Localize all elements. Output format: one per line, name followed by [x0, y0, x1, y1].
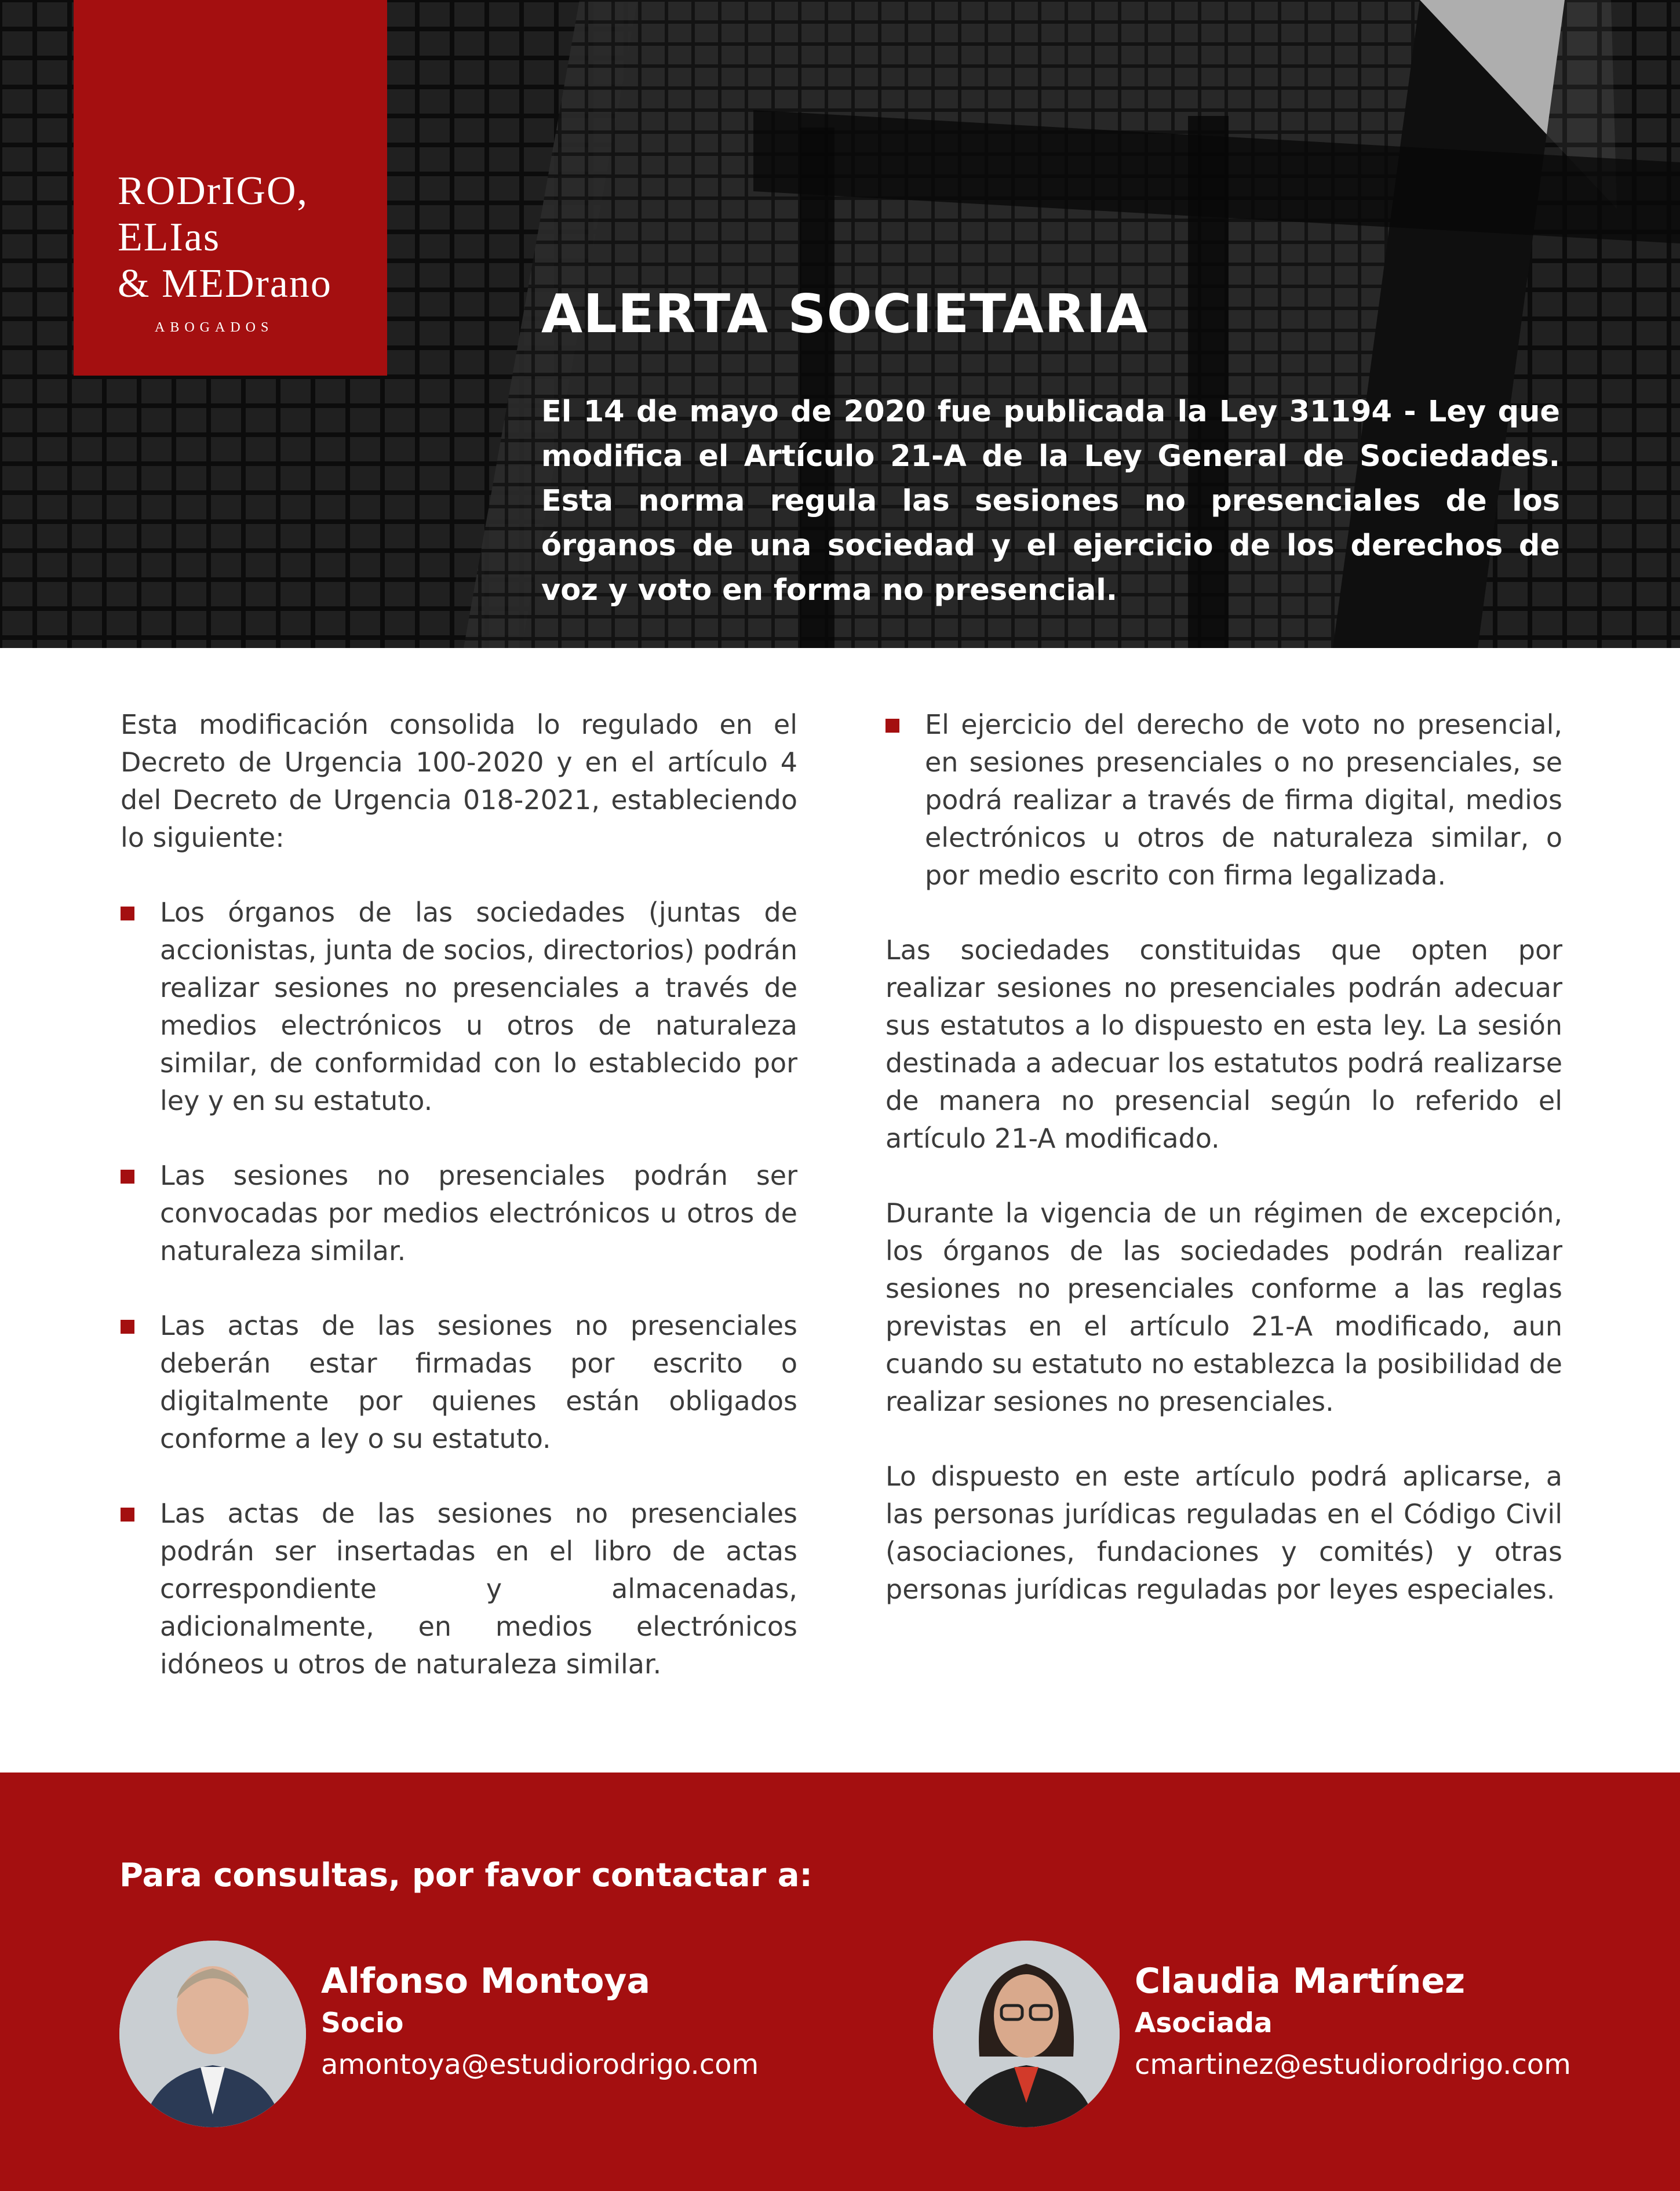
person-photo-icon: [119, 1941, 306, 2127]
list-item-text: El ejercicio del derecho de voto no presencial, en sesiones presenciales o no presenciales, se podrá realizar a través de firma digital, medios electrónicos u otros de naturaleza similar, o por medio escrito con firma legalizada.: [925, 709, 1562, 891]
bullet-list: [121, 894, 797, 1683]
firm-logo: [74, 0, 387, 376]
avatar: [119, 1941, 306, 2127]
body-paragraph: Durante la vigencia de un régimen de excepción, los órganos de las sociedades podrán realizar sesiones no presenciales conforme a las reglas previstas en el artículo 21-A modificado, aun cuando su estatuto no establezca la posibilidad de realizar sesiones no presenciales.: [885, 1198, 1562, 1417]
contact-heading: Para consultas, por favor contactar a:: [119, 1857, 812, 1894]
contact-name: Alfonso Montoya: [321, 1961, 651, 2001]
bullet-square-icon: [121, 1320, 134, 1334]
list-item: [121, 1307, 797, 1458]
bullet-square-icon: [121, 907, 134, 920]
list-item-text: Las actas de las sesiones no presenciales podrán ser insertadas en el libro de actas correspondiente y almacenadas, adicionalmente, en medios electrónicos idóneos u otros de naturaleza similar.: [160, 1498, 797, 1680]
contact-name: Claudia Martínez: [1135, 1961, 1466, 2001]
logo-line-2: ELIas: [118, 215, 221, 260]
logo-line-1: RODrIGO,: [118, 169, 309, 213]
body-paragraph: Las sociedades constituidas que opten por realizar sesiones no presenciales podrán adecuar sus estatutos a lo dispuesto en esta ley. La sesión destinada a adecuar los estatutos podrá realizarse de manera no presencial según lo referido el artículo 21-A modificado.: [885, 934, 1562, 1154]
bullet-square-icon: [121, 1508, 134, 1522]
list-item: [121, 894, 797, 1120]
contact-email-link[interactable]: cmartinez@estudiorodrigo.com: [1135, 2048, 1571, 2081]
right-column: [885, 706, 1562, 1608]
hero-lead: El 14 de mayo de 2020 fue publicada la Ley 31194 - Ley que modifica el Artículo 21-A de la Ley General de Sociedades. Esta norma regula las sesiones no presenciales de los órganos de una sociedad y el ejercicio de los derechos de voz y voto en forma no presencial.: [541, 395, 1560, 607]
list-item: [885, 706, 1562, 894]
left-column: [121, 706, 797, 1683]
contact-role: Socio: [321, 2007, 404, 2039]
page-title: ALERTA SOCIETARIA: [541, 283, 1149, 345]
body-paragraph: Lo dispuesto en este artículo podrá aplicarse, a las personas jurídicas reguladas en el Código Civil (asociaciones, fundaciones y comités) y otras personas jurídicas reguladas por leyes especiales.: [885, 1461, 1562, 1605]
avatar: [933, 1941, 1120, 2127]
hero-banner: [0, 0, 1680, 648]
list-item-text: Las sesiones no presenciales podrán ser convocadas por medios electrónicos u otros de naturaleza similar.: [160, 1160, 797, 1266]
bullet-square-icon: [885, 719, 899, 733]
list-item-text: Las actas de las sesiones no presenciales deberán estar firmadas por escrito o digitalmente por quienes están obligados conforme a ley o su estatuto.: [160, 1310, 797, 1454]
contact-footer: [0, 1773, 1680, 2191]
contact-role: Asociada: [1135, 2007, 1273, 2039]
person-photo-icon: [933, 1941, 1120, 2127]
bullet-square-icon: [121, 1170, 134, 1184]
contact-email-link[interactable]: amontoya@estudiorodrigo.com: [321, 2048, 759, 2081]
bullet-list: [885, 706, 1562, 894]
list-item: [121, 1495, 797, 1683]
list-item-text: Los órganos de las sociedades (juntas de accionistas, junta de socios, directorios) podrán realizar sesiones no presenciales a través de medios electrónicos u otros de naturaleza similar, de conformidad con lo establecido por ley y en su estatuto.: [160, 897, 797, 1116]
list-item: [121, 1157, 797, 1270]
logo-line-3: & MEDrano: [118, 261, 332, 306]
logo-subtitle: ABOGADOS: [155, 320, 274, 335]
intro-paragraph: Esta modificación consolida lo regulado en el Decreto de Urgencia 100-2020 y en el artículo 4 del Decreto de Urgencia 018-2021, estableciendo lo siguiente:: [121, 709, 797, 853]
